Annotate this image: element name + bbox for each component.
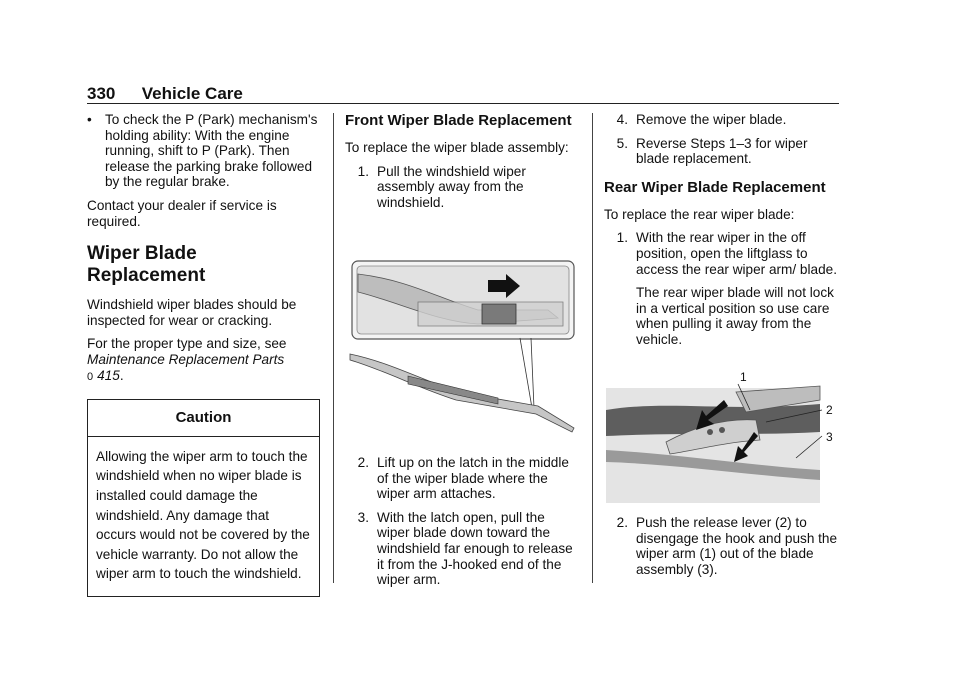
- step-text: Reverse Steps 1–3 for wiper blade replacement.: [636, 135, 808, 167]
- front-step: [345, 510, 581, 588]
- callout-2: 2: [826, 403, 833, 417]
- maintenance-parts-link[interactable]: Maintenance Replacement Parts: [87, 351, 285, 367]
- step-number: 1.: [357, 163, 369, 179]
- rear-step: [604, 515, 840, 577]
- right-column-continued: [604, 515, 840, 585]
- header-rule: [87, 103, 839, 104]
- front-wiper-heading: Front Wiper Blade Replacement: [345, 112, 572, 129]
- step-number: 2.: [616, 515, 628, 530]
- step-text: Remove the wiper blade.: [636, 112, 787, 127]
- step-text: Pull the windshield wiper assembly away from the windshield.: [377, 163, 526, 210]
- page-ref-link[interactable]: 415: [97, 367, 120, 383]
- front-step: [604, 136, 840, 167]
- column-divider-left: [333, 113, 334, 583]
- front-step: [345, 455, 581, 502]
- step-note: The rear wiper blade will not lock in a vertical position so use care when pulling it away from the vehicle.: [636, 285, 834, 347]
- step-text: With the rear wiper in the off position, open the liftglass to access the rear wiper arm/ blade.: [636, 230, 837, 277]
- rear-wiper-illustration: [606, 370, 846, 505]
- bullet-item: [87, 112, 320, 190]
- step-text: Push the release lever (2) to disengage the hook and push the wiper arm (1) out of the blade assembly (3).: [636, 515, 838, 577]
- contact-dealer-text: Contact your dealer if service is required.: [87, 197, 277, 229]
- page-number: 330: [87, 84, 116, 103]
- caution-body: Allowing the wiper arm to touch the windshield when no wiper blade is installed could damage the windshield. Any damage that occurs would not be covered by the vehicle warranty. Do not allow the wiper arm to touch the windshield.: [96, 448, 310, 582]
- front-step: [345, 164, 581, 211]
- latch: [482, 304, 516, 324]
- step-text: With the latch open, pull the wiper blade down toward the windshield far enough to release it from the J-hooked end of the wiper arm.: [377, 509, 573, 588]
- wiper-blade: [408, 376, 498, 404]
- step-number: 1.: [616, 230, 628, 246]
- right-column: [604, 112, 840, 356]
- step-number: 2.: [357, 455, 369, 470]
- reference-paragraph: For the proper type and size, see Maintenance Replacement Parts 0 415.: [87, 336, 320, 385]
- wiper-blade-heading: Wiper Blade Replacement: [87, 243, 206, 287]
- middle-column: [345, 112, 581, 218]
- front-step: [604, 112, 840, 128]
- rear-wiper-heading: Rear Wiper Blade Replacement: [604, 178, 826, 196]
- front-wiper-illustration: [348, 258, 576, 448]
- inspect-paragraph: Windshield wiper blades should be inspected for wear or cracking.: [87, 297, 297, 328]
- step-number: 5.: [616, 135, 628, 151]
- page-ref-icon: 0: [87, 370, 94, 383]
- bullet-text: To check the P (Park) mechanism's holding ability: With the engine running, shift to P (Park). Then release the parking brake followed by the regular brake.: [105, 112, 318, 190]
- step-number: 3.: [357, 509, 369, 525]
- rear-step: [604, 230, 840, 347]
- front-intro: To replace the wiper blade assembly:: [345, 140, 569, 155]
- caution-box: [87, 399, 320, 597]
- left-column: [87, 112, 320, 597]
- column-divider-right: [592, 113, 593, 583]
- callout-1: 1: [740, 370, 747, 384]
- callout-3: 3: [826, 430, 833, 444]
- page-header: [87, 84, 243, 104]
- step-number: 4.: [616, 112, 628, 127]
- rear-intro: To replace the rear wiper blade:: [604, 206, 795, 222]
- section-title: Vehicle Care: [141, 84, 243, 103]
- caution-title: Caution: [88, 400, 319, 437]
- reference-prefix: For the proper type and size, see: [87, 336, 287, 352]
- bullet-dot: •: [87, 112, 92, 127]
- middle-column-continued: [345, 455, 581, 596]
- step-text: Lift up on the latch in the middle of the wiper blade where the wiper arm attaches.: [377, 455, 569, 502]
